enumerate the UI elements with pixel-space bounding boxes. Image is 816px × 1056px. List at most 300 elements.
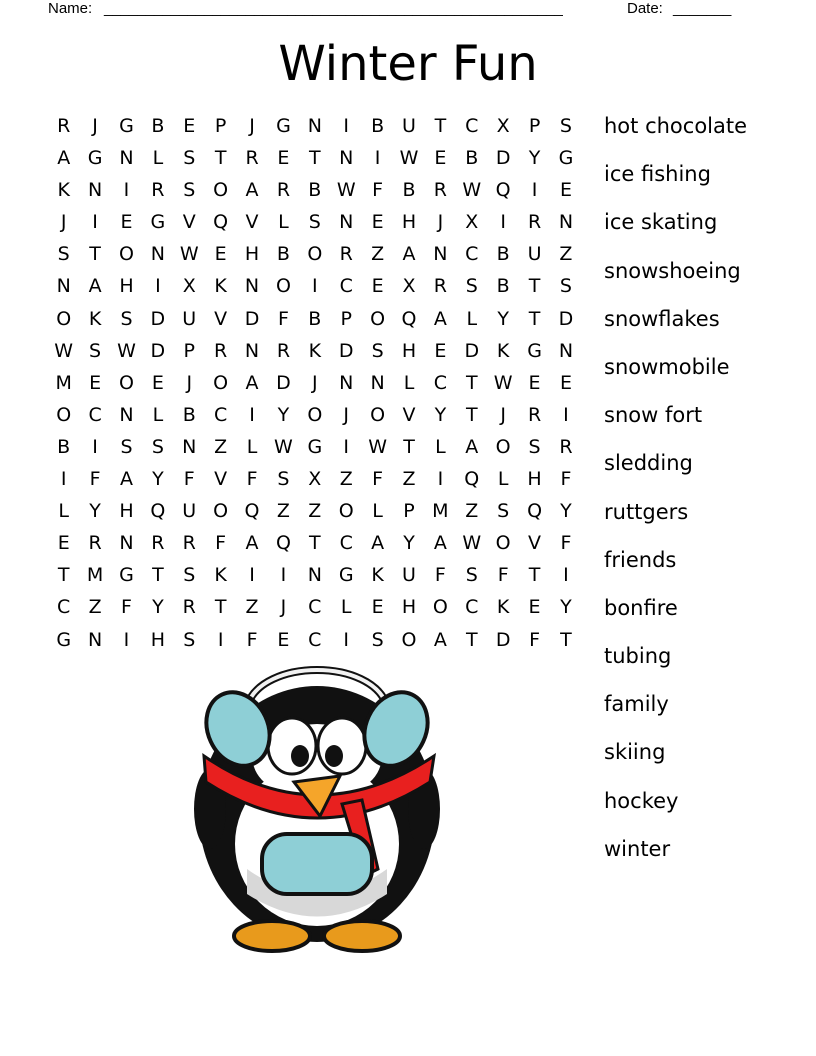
grid-letter: Y (560, 596, 572, 619)
grid-letter: A (245, 179, 259, 202)
grid-letter: A (402, 243, 416, 266)
grid-letter: O (118, 243, 134, 266)
letter-grid (48, 110, 582, 656)
grid-letter: L (372, 500, 383, 523)
grid-letter: A (433, 628, 447, 651)
grid-letter: E (371, 211, 384, 234)
grid-letter: J (92, 115, 98, 137)
grid-letter: I (155, 275, 161, 298)
grid-letter: N (150, 243, 165, 266)
grid-letter: B (371, 115, 385, 137)
grid-letter: J (280, 596, 287, 619)
grid-letter: B (151, 115, 165, 137)
word-list-item: snowflakes (604, 306, 720, 331)
grid-letter: S (183, 147, 196, 170)
word-list-item: ruttgers (604, 499, 689, 524)
left-eye (268, 718, 316, 774)
word-list-item: sledding (604, 451, 693, 476)
grid-letter: N (339, 371, 354, 394)
grid-letter: H (401, 211, 417, 234)
grid-letter: T (309, 532, 321, 555)
date-label: Date: (627, 0, 663, 17)
grid-letter: L (497, 468, 509, 491)
grid-letter: E (214, 243, 227, 266)
grid-letter: L (435, 435, 446, 458)
grid-letter: I (343, 115, 350, 137)
grid-letter: G (56, 628, 72, 651)
grid-letter: Z (559, 243, 573, 266)
grid-letter: E (120, 211, 133, 234)
grid-letter: K (496, 596, 510, 619)
grid-letter: J (437, 211, 444, 234)
grid-letter: B (276, 243, 290, 266)
grid-letter: W (462, 532, 482, 555)
grid-letter: W (368, 435, 387, 458)
grid-letter: D (276, 371, 291, 394)
grid-letter: T (465, 371, 478, 394)
word-list-item: winter (604, 836, 671, 861)
grid-letter: I (374, 147, 381, 170)
grid-letter: F (246, 468, 258, 491)
grid-letter: F (215, 532, 227, 555)
grid-letter: O (495, 435, 511, 458)
grid-letter: V (182, 211, 196, 234)
grid-letter: G (87, 147, 103, 170)
grid-letter: X (496, 115, 510, 137)
grid-letter: Y (497, 307, 509, 330)
grid-letter: E (371, 596, 384, 619)
grid-letter: I (531, 179, 538, 202)
grid-letter: P (340, 307, 352, 330)
grid-letter: F (372, 179, 384, 202)
word-list-item: tubing (604, 644, 672, 669)
grid-letter: S (528, 435, 541, 458)
grid-letter: E (559, 371, 572, 394)
grid-letter: Q (244, 500, 260, 523)
grid-letter: A (465, 435, 479, 458)
word-list-item: bonfire (604, 595, 678, 620)
grid-letter: R (151, 179, 165, 202)
header-line (0, 0, 816, 21)
grid-letter: A (88, 275, 102, 298)
grid-letter: Q (464, 468, 480, 491)
grid-letter: W (493, 371, 513, 394)
grid-letter: A (371, 532, 385, 555)
grid-letter: T (152, 564, 164, 587)
grid-letter: S (497, 500, 510, 523)
grid-letter: R (433, 179, 447, 202)
grid-letter: O (338, 500, 354, 523)
grid-letter: K (496, 339, 510, 362)
grid-letter: C (465, 115, 479, 137)
grid-letter: S (277, 468, 290, 491)
grid-letter: R (276, 339, 291, 362)
grid-letter: D (150, 307, 166, 330)
grid-letter: S (89, 339, 102, 362)
grid-letter: S (308, 211, 321, 234)
word-list (604, 110, 747, 881)
grid-letter: O (213, 179, 229, 202)
grid-letter: B (308, 307, 322, 330)
grid-letter: B (308, 179, 322, 202)
grid-letter: O (401, 628, 417, 651)
grid-letter: K (57, 179, 70, 202)
grid-letter: I (437, 468, 444, 491)
grid-letter: B (402, 179, 416, 202)
left-foot (234, 921, 310, 951)
grid-letter: W (117, 339, 136, 362)
grid-letter: Y (89, 500, 101, 523)
grid-letter: R (151, 532, 165, 555)
grid-letter: L (466, 307, 478, 330)
grid-letter: T (434, 115, 447, 137)
grid-letter: I (92, 435, 98, 458)
grid-letter: Z (245, 596, 259, 619)
grid-letter: T (214, 596, 227, 619)
grid-letter: R (339, 243, 353, 266)
grid-letter: S (120, 435, 133, 458)
grid-letter: N (119, 403, 134, 426)
grid-letter: I (343, 628, 350, 651)
grid-letter: P (528, 115, 541, 137)
grid-letter: T (89, 243, 101, 266)
grid-letter: H (244, 243, 260, 266)
grid-letter: L (340, 596, 352, 619)
grid-letter: A (433, 307, 447, 330)
grid-letter: A (119, 468, 133, 491)
word-list-item: snowmobile (604, 354, 730, 379)
grid-letter: C (57, 596, 71, 619)
grid-letter: U (527, 243, 542, 266)
grid-letter: N (307, 564, 322, 587)
grid-letter: R (559, 435, 573, 458)
grid-letter: Q (401, 307, 417, 330)
grid-letter: K (214, 275, 227, 298)
grid-letter: J (249, 115, 255, 137)
grid-letter: A (433, 532, 447, 555)
grid-letter: W (54, 339, 74, 362)
grid-letter: J (312, 371, 318, 394)
grid-letter: B (496, 275, 510, 298)
grid-letter: Q (150, 500, 166, 523)
grid-letter: C (465, 243, 479, 266)
name-label: Name: (48, 0, 93, 17)
grid-letter: T (403, 435, 415, 458)
grid-letter: W (462, 179, 482, 202)
word-list-item: hot chocolate (604, 114, 748, 138)
grid-letter: I (280, 564, 287, 587)
grid-letter: E (434, 147, 447, 170)
grid-letter: Y (434, 403, 447, 426)
grid-letter: L (58, 500, 69, 523)
grid-letter: E (528, 596, 541, 619)
grid-letter: N (244, 339, 260, 362)
grid-letter: U (182, 500, 197, 523)
grid-letter: G (338, 564, 354, 587)
grid-letter: V (245, 211, 259, 234)
grid-letter: T (465, 628, 478, 651)
grid-letter: Y (277, 403, 290, 426)
grid-letter: N (87, 628, 103, 651)
grid-letter: E (371, 275, 384, 298)
grid-letter: A (245, 532, 259, 555)
grid-letter: S (559, 275, 572, 298)
grid-letter: Q (495, 179, 511, 202)
grid-letter: N (370, 371, 385, 394)
grid-letter: T (57, 564, 70, 587)
grid-letter: F (183, 468, 195, 491)
grid-letter: T (560, 628, 572, 651)
grid-letter: T (309, 147, 321, 170)
grid-letter: R (182, 532, 196, 555)
grid-letter: E (183, 115, 196, 137)
grid-letter: W (274, 435, 293, 458)
grid-letter: A (245, 371, 259, 394)
grid-letter: N (558, 211, 574, 234)
grid-letter: U (402, 115, 416, 137)
grid-letter: D (495, 147, 511, 170)
grid-letter: Q (213, 211, 229, 234)
grid-letter: V (528, 532, 542, 555)
grid-letter: F (529, 628, 541, 651)
grid-letter: F (497, 564, 509, 587)
grid-letter: C (465, 596, 479, 619)
grid-letter: L (403, 371, 415, 394)
word-list-item: snowshoeing (604, 258, 741, 283)
grid-letter: N (119, 147, 134, 170)
grid-letter: O (432, 596, 448, 619)
grid-letter: S (465, 564, 478, 587)
grid-letter: Z (339, 468, 353, 491)
grid-letter: G (150, 211, 166, 234)
grid-letter: E (434, 339, 447, 362)
grid-letter: N (307, 115, 322, 137)
right-eye (318, 718, 366, 774)
grid-letter: Y (152, 596, 164, 619)
grid-letter: S (120, 307, 133, 330)
grid-letter: D (338, 339, 354, 362)
grid-letter: R (182, 596, 196, 619)
grid-letter: I (92, 211, 98, 234)
grid-letter: V (402, 403, 416, 426)
grid-letter: B (496, 243, 510, 266)
grid-letter: Q (275, 532, 291, 555)
grid-letter: D (464, 339, 480, 362)
grid-letter: C (433, 371, 448, 394)
grid-letter: Z (88, 596, 102, 619)
word-list-item: ice skating (604, 210, 718, 235)
grid-letter: M (55, 371, 72, 394)
grid-letter: O (370, 307, 386, 330)
grid-letter: R (527, 211, 542, 234)
word-list-item: family (604, 692, 669, 717)
grid-letter: L (278, 211, 289, 234)
grid-letter: P (403, 500, 415, 523)
grid-letter: R (245, 147, 259, 170)
grid-letter: R (527, 403, 542, 426)
grid-letter: H (401, 339, 417, 362)
grid-letter: F (246, 628, 258, 651)
grid-letter: X (465, 211, 479, 234)
grid-letter: E (277, 628, 290, 651)
word-list-item: ice fishing (604, 162, 711, 187)
grid-letter: D (150, 339, 166, 362)
page-title: Winter Fun (278, 36, 538, 92)
grid-letter: N (558, 339, 574, 362)
grid-letter: O (370, 403, 386, 426)
grid-letter: X (402, 275, 416, 298)
grid-letter: I (217, 628, 224, 651)
grid-letter: K (88, 307, 102, 330)
grid-letter: C (88, 403, 102, 426)
grid-letter: N (433, 243, 448, 266)
grid-letter: U (182, 307, 197, 330)
grid-letter: O (495, 532, 511, 555)
grid-letter: J (500, 403, 506, 426)
grid-letter: B (465, 147, 479, 170)
grid-letter: E (57, 532, 70, 555)
grid-letter: G (276, 115, 291, 137)
grid-letter: T (528, 307, 541, 330)
grid-letter: Z (402, 468, 416, 491)
grid-letter: S (151, 435, 164, 458)
grid-letter: Z (276, 500, 290, 523)
grid-letter: B (182, 403, 196, 426)
grid-letter: N (339, 211, 354, 234)
grid-letter: T (465, 403, 478, 426)
grid-letter: R (57, 115, 71, 137)
grid-letter: T (528, 275, 541, 298)
grid-letter: Y (152, 468, 164, 491)
grid-letter: U (402, 564, 416, 587)
grid-letter: H (119, 500, 134, 523)
grid-letter: H (119, 275, 134, 298)
grid-letter: G (558, 147, 574, 170)
word-list-item: hockey (604, 788, 679, 813)
grid-letter: E (277, 147, 290, 170)
grid-letter: V (214, 307, 228, 330)
grid-letter: O (56, 307, 72, 330)
grid-letter: R (214, 339, 228, 362)
grid-letter: F (121, 596, 132, 619)
grid-letter: N (119, 532, 134, 555)
grid-letter: M (432, 500, 449, 523)
grid-letter: Y (560, 500, 572, 523)
grid-letter: Y (403, 532, 415, 555)
grid-letter: I (249, 564, 255, 587)
grid-letter: R (276, 179, 291, 202)
grid-letter: R (88, 532, 102, 555)
grid-letter: D (495, 628, 511, 651)
grid-letter: S (371, 628, 384, 651)
grid-letter: T (528, 564, 541, 587)
grid-letter: C (214, 403, 228, 426)
grid-letter: V (214, 468, 228, 491)
grid-letter: N (339, 147, 354, 170)
grid-letter: S (183, 628, 196, 651)
grid-letter: O (118, 371, 134, 394)
grid-letter: N (244, 275, 260, 298)
grid-letter: D (558, 307, 574, 330)
grid-letter: E (151, 371, 164, 394)
word-list-item: snow fort (604, 403, 703, 428)
grid-letter: H (401, 596, 417, 619)
grid-letter: X (182, 275, 196, 298)
grid-letter: L (152, 403, 164, 426)
grid-letter: W (336, 179, 356, 202)
word-list-item: friends (604, 547, 677, 572)
right-foot (324, 921, 400, 951)
grid-letter: P (183, 339, 195, 362)
date-blank: _______ (673, 0, 732, 17)
grid-letter: P (214, 115, 227, 137)
grid-letter: X (308, 468, 322, 491)
grid-letter: G (527, 339, 542, 362)
grid-letter: A (57, 147, 71, 170)
muff (262, 834, 372, 894)
grid-letter: Y (528, 147, 541, 170)
grid-letter: S (183, 564, 196, 587)
grid-letter: C (339, 275, 353, 298)
grid-letter: L (152, 147, 164, 170)
grid-letter: G (119, 564, 134, 587)
grid-letter: C (339, 532, 353, 555)
grid-letter: O (275, 275, 291, 298)
grid-letter: J (343, 403, 350, 426)
grid-letter: O (213, 500, 229, 523)
grid-letter: W (179, 243, 199, 266)
grid-letter: I (123, 628, 130, 651)
word-list-item: skiing (604, 740, 666, 765)
grid-letter: M (86, 564, 104, 587)
grid-letter: J (60, 211, 67, 234)
grid-letter: J (186, 371, 193, 394)
grid-letter: O (56, 403, 72, 426)
grid-letter: I (60, 468, 67, 491)
grid-letter: K (214, 564, 227, 587)
grid-letter: I (249, 403, 255, 426)
grid-letter: F (434, 564, 446, 587)
grid-letter: K (371, 564, 384, 587)
grid-letter: C (308, 596, 322, 619)
grid-letter: E (89, 371, 102, 394)
grid-letter: H (527, 468, 542, 491)
grid-letter: S (183, 179, 196, 202)
grid-letter: B (57, 435, 71, 458)
grid-letter: G (119, 115, 134, 137)
grid-letter: Z (214, 435, 228, 458)
grid-letter: E (559, 179, 572, 202)
penguin-illustration (192, 664, 442, 956)
grid-letter: I (312, 275, 318, 298)
grid-letter: Z (371, 243, 385, 266)
grid-letter: F (277, 307, 289, 330)
grid-letter: I (123, 179, 130, 202)
grid-letter: I (500, 211, 506, 234)
grid-letter: O (307, 243, 323, 266)
grid-letter: S (57, 243, 70, 266)
grid-letter: F (89, 468, 101, 491)
grid-letter: S (559, 115, 572, 137)
grid-letter: L (246, 435, 258, 458)
grid-letter: N (56, 275, 71, 298)
grid-letter: F (560, 468, 572, 491)
grid-letter: S (371, 339, 384, 362)
grid-letter: N (87, 179, 103, 202)
grid-letter: G (307, 435, 323, 458)
grid-letter: Z (465, 500, 479, 523)
grid-letter: O (307, 403, 323, 426)
